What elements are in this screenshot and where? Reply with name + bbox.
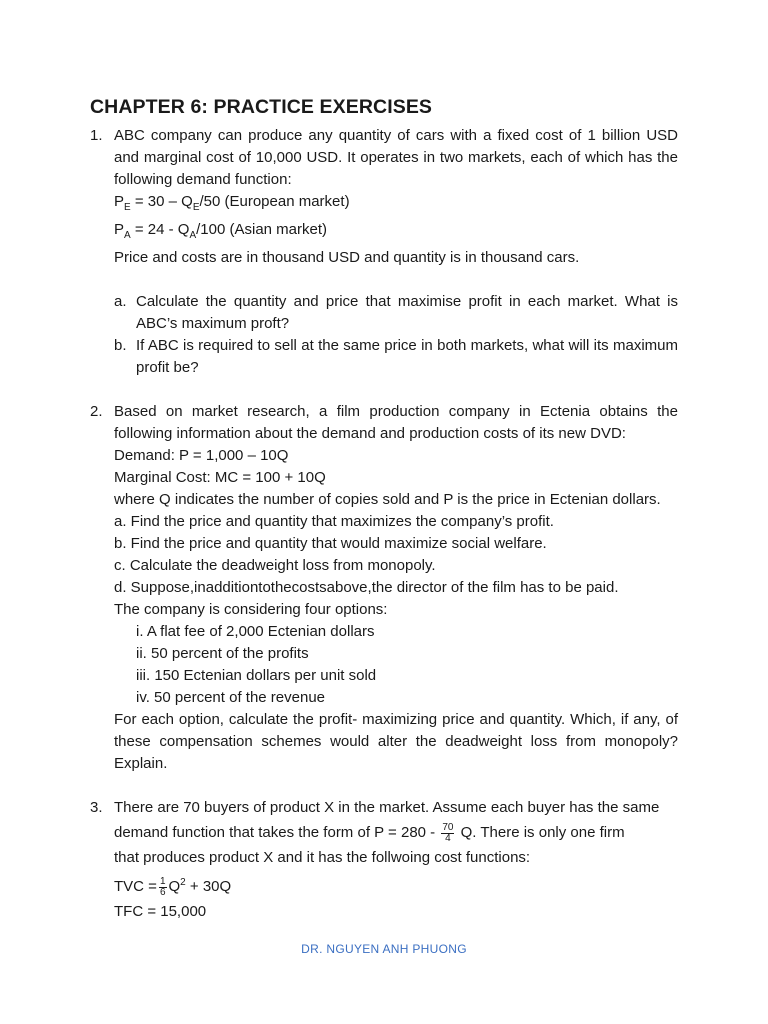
q2-part-b: b. Find the price and quantity that would maximize social welfare.	[114, 535, 547, 552]
q2-where: where Q indicates the number of copies sold and P is the price in Ectenian dollars.	[114, 491, 661, 508]
q1-european-demand: $P_E = 30 - Q_E/50$ (European market)	[114, 193, 350, 213]
q3-line-1: There are 70 buyers of product X in the market. Assume each buyer has the same	[114, 799, 660, 816]
q2-marginal-cost: Marginal Cost: MC = 100 + 10Q	[114, 469, 326, 486]
q3-tvc: TVC = $\frac{1}{6}$ $Q^2 + 30Q$	[114, 875, 232, 898]
question-3	[90, 797, 678, 923]
q2-option-1: i. A flat fee of 2,000 Ectenian dollars	[136, 623, 375, 640]
question-number: 3.	[90, 799, 103, 816]
question-1	[90, 125, 678, 379]
q3-line-2: demand function that takes the form of P = 280 - $\frac{70}{4}$ Q. There is only one firm	[114, 821, 625, 844]
q2-closing: For each option, calculate the profit- maximizing price and quantity. Which, if any, of these compensation schemes would alter the deadweight loss from monopoly? Explain.	[114, 711, 678, 772]
page-footer-author: DR. NGUYEN ANH PHUONG	[301, 942, 467, 956]
q2-demand: Demand: P = 1,000 – 10Q	[114, 447, 289, 464]
fraction-1-over-6: $\frac{1}{6}$	[159, 875, 166, 898]
q2-intro: Based on market research, a film production company in Ectenia obtains the following information about the demand and production costs of its new DVD:	[114, 403, 678, 442]
q3-tfc: TFC = 15,000	[114, 903, 207, 920]
question-number: 2.	[90, 403, 103, 420]
q1-part-b: b. If ABC is required to sell at the same price in both markets, what will its maximum profit be?	[114, 337, 678, 376]
q2-option-4: iv. 50 percent of the revenue	[136, 689, 326, 706]
fraction-70-over-4: $\frac{70}{4}$	[442, 821, 454, 844]
question-number: 1.	[90, 127, 103, 144]
q1-units-note: Price and costs are in thousand USD and quantity is in thousand cars.	[114, 249, 580, 266]
q1-intro: ABC company can produce any quantity of cars with a fixed cost of 1 billion USD and marginal cost of 10,000 USD. It operates in two markets, each of which has the following demand function:	[114, 127, 678, 188]
chapter-title: CHAPTER 6: PRACTICE EXERCISES	[90, 96, 433, 118]
document-body	[90, 96, 678, 923]
q2-part-a: a. Find the price and quantity that maximizes the company’s profit.	[114, 513, 554, 530]
q2-option-3: iii. 150 Ectenian dollars per unit sold	[136, 667, 377, 684]
q1-part-a: a. Calculate the quantity and price that maximise profit in each market. What is ABC’s maximum proft?	[114, 293, 678, 332]
question-2	[90, 401, 678, 775]
q2-options-intro: The company is considering four options:	[114, 601, 388, 618]
q2-option-2: ii. 50 percent of the profits	[136, 645, 309, 662]
q2-part-c: c. Calculate the deadweight loss from monopoly.	[114, 557, 436, 574]
q3-line-3: that produces product X and it has the follwoing cost functions:	[114, 849, 531, 866]
q1-asian-demand: $P_A = 24 - Q_A/100$ (Asian market)	[114, 221, 328, 241]
q2-part-d: d. Suppose,inadditiontothecostsabove,the director of the film has to be paid.	[114, 579, 619, 596]
